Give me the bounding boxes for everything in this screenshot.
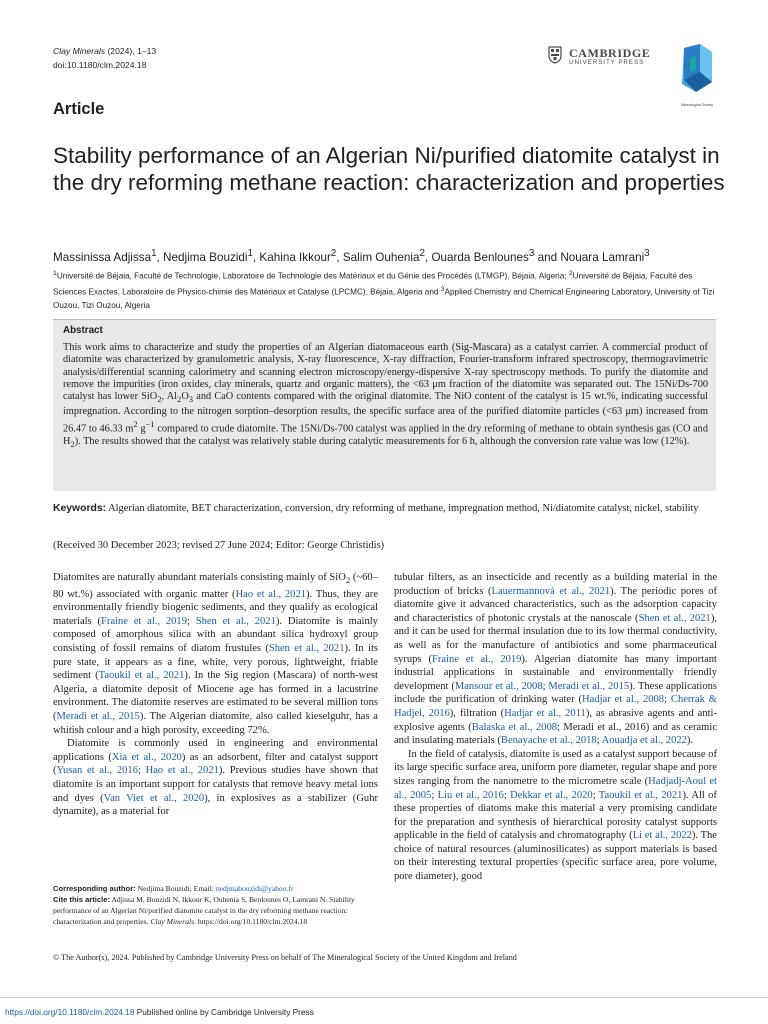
- affiliation-mark: 2: [330, 248, 337, 259]
- text-segment: ). Thus, they are environmentally friendly biogenic sediments, and they qualify as ecological materials (: [53, 588, 378, 627]
- abstract-text: [63, 342, 708, 450]
- cite-doi: . https://doi.org/10.1180/clm.2024.18: [194, 917, 308, 926]
- keywords-label: Keywords:: [53, 503, 107, 514]
- journal-volume: (2024), 1–13: [105, 46, 157, 56]
- affiliation-mark: 3: [440, 286, 445, 294]
- journal-doi: doi:10.1180/clm.2024.18: [53, 60, 147, 70]
- citation-link[interactable]: Shen et al., 2021: [195, 615, 276, 627]
- affiliation-2: Université de Béjaia, Faculté des Sciences Exactes, Laboratoire de Physico-chimie des Matériaux et Catalyse (LPCMC), Béjaia, Algeria and: [53, 271, 693, 297]
- text-segment: ;: [664, 694, 671, 706]
- citation-link[interactable]: Lauermannová et al., 2021: [491, 585, 611, 597]
- abstract-segment: , Al: [161, 391, 178, 403]
- body-column-left: [53, 571, 378, 819]
- citation-link[interactable]: Liu et al., 2016: [437, 789, 504, 801]
- text-segment: ;: [596, 735, 602, 747]
- text-segment: (~60–80 wt.%) associated with organic matter (: [53, 572, 378, 600]
- text-segment: ). In its pure state, it appears as a fine, white, very porous, lightweight, friable sediment (: [53, 643, 378, 682]
- citation-link[interactable]: Van Viet et al., 2020: [103, 792, 205, 804]
- society-caption: Mineralogical Society: [680, 103, 714, 107]
- email-link[interactable]: nedjmabouzidi@yahoo.fr: [215, 884, 294, 893]
- affiliation-1: Université de Béjaia, Faculté de Technologie, Laboratoire de Technologie des Matériaux et du Génie des Procédés (LTMGP), Béjaia, Algeria;: [56, 271, 567, 281]
- text-segment: Diatomites are naturally abundant materials consisting mainly of SiO: [53, 572, 346, 583]
- cambridge-logo: [548, 46, 670, 72]
- affiliation-mark: 3: [528, 248, 535, 259]
- affiliations: [53, 267, 721, 312]
- paragraph: [53, 737, 378, 819]
- author-name: Nedjima Bouzidi: [163, 250, 248, 264]
- citation-link[interactable]: Aouadja et al., 2022: [601, 735, 687, 747]
- citation-link[interactable]: Meradi et al., 2015: [548, 680, 630, 692]
- cite-label: Cite this article:: [53, 895, 110, 904]
- text-segment: Diatomite is commonly used in engineering and environmental applications (: [53, 738, 378, 763]
- affiliation-3: Applied Chemistry and Chemical Engineering Laboratory, University of Tizi Ouzou, Tizi Ouzou, Algeria: [53, 287, 715, 311]
- subscript: 2: [177, 394, 182, 405]
- copyright-notice: © The Author(s), 2024. Published by Cambridge University Press on behalf of The Mineralogical Society of the United Kingdom and Ireland: [53, 953, 517, 962]
- text-segment: tubular filters, as an insecticide and recently as a building material in the production of bricks (: [394, 572, 717, 597]
- citation-link[interactable]: Xia et al., 2020: [111, 751, 182, 763]
- text-segment: ). The choice of natural resources (aluminosilicates) as support materials is based on their interesting textural properties (specific surface area, pore volume, pore diameter), good: [394, 830, 717, 883]
- superscript: −1: [145, 418, 155, 429]
- superscript: 2: [133, 418, 138, 429]
- paragraph: [394, 748, 717, 884]
- text-segment: ;: [431, 789, 438, 801]
- text-segment: ). The periodic pores of diatomite give it advanced characteristics, such as the adsorption capacity and characteristics of photonic crystals at the nanoscale (: [394, 585, 717, 624]
- citation-link[interactable]: Li et al., 2022: [632, 830, 692, 842]
- author-name: Ouarda Benlounes: [431, 250, 529, 264]
- citation-link[interactable]: Yusan et al., 2016: [56, 765, 138, 777]
- article-type: Article: [53, 100, 105, 118]
- affiliation-mark: 2: [568, 270, 573, 277]
- affiliation-mark: 1: [151, 248, 157, 259]
- citation-link[interactable]: Meradi et al., 2015: [56, 711, 140, 723]
- corresponding-author: [53, 883, 378, 894]
- text-segment: ), and it can be used for thermal insulation due to its low thermal conductivity, as well as for the manufacture of antibiotics and some pharmaceutical syrups (: [394, 612, 717, 665]
- citation-link[interactable]: Fraine et al., 2019: [432, 653, 522, 665]
- citation-link[interactable]: Taoukil et al., 2021: [598, 789, 683, 801]
- affiliation-mark: 1: [53, 270, 57, 277]
- author-conjunction: and: [537, 250, 558, 264]
- text-segment: ), filtration (: [449, 707, 505, 719]
- citation-link[interactable]: Fraine et al., 2019: [100, 615, 187, 627]
- doi-link[interactable]: https://doi.org/10.1180/clm.2024.18: [5, 1007, 135, 1017]
- subscript: 2: [345, 575, 351, 586]
- text-segment: ;: [542, 680, 549, 692]
- abstract-segment: This work aims to characterize and study the properties of an Algerian diatomaceous earth (Sig-Mascara) as a catalyst carrier. A commercial product of diatomite was characterized by granulometric analysis, X-ray fluorescence, X-ray diffraction, Fourier-transform infrared spectroscopy, thermogravimetric analysis/differential scanning calorimetry and scanning electron microscopy/energy-dispersive X-ray spectroscopy methods. To purify the diatomite and remove the impurities (iron oxides, clay minerals, quartz and organic matters), the <63 μm fraction of the diatomite was separated out. The 15Ni/Ds-700 catalyst has lower SiO: [63, 342, 708, 403]
- author-name: Nouara Lamrani: [560, 250, 645, 264]
- abstract-segment: g: [137, 423, 146, 435]
- abstract-segment: and CaO contents compared with the original diatomite. The NiO content of the catalyst is 15 wt.%, indicating successful impregnation. According to the nitrogen sorption–desorption results, the specific surface area of the purified diatomite particles (<63 μm) increased from 26.47 to 46.33 m: [63, 391, 708, 435]
- corresponding-text: Nedjima Bouzidi; Email:: [135, 884, 216, 893]
- text-segment: ). In the Sig region (Mascara) of north-west Algeria, a diatomite deposit of Miocene age has formed in a lacustrine environment. The diatomite reserves are estimated to be several million tons (: [53, 670, 378, 723]
- citation-link[interactable]: Mansour et al., 2008: [454, 680, 543, 692]
- author-name: Kahina Ikkour: [259, 250, 331, 264]
- text-segment: ). These applications include the purification of drinking water (: [394, 680, 717, 706]
- paragraph: [53, 571, 378, 737]
- affiliation-mark: 1: [247, 248, 253, 259]
- citation-link[interactable]: Hadjar et al., 2011: [504, 707, 586, 719]
- keywords: [53, 502, 721, 515]
- citation-link[interactable]: Taoukil et al., 2021: [98, 670, 185, 682]
- citation-link[interactable]: Dekkar et al., 2020: [510, 789, 593, 801]
- text-segment: ), as abrasive agents and anti-explosive agents (: [394, 707, 717, 733]
- abstract-box: [53, 319, 716, 491]
- corresponding-label: Corresponding author:: [53, 884, 136, 893]
- text-segment: ). The Algerian diatomite, also called kieselguhr, has a whitish colour and a high porosity, exceeding 72%.: [53, 711, 378, 736]
- subscript: 2: [157, 394, 162, 405]
- abstract-segment: O: [181, 391, 189, 403]
- affiliation-mark: 3: [644, 248, 650, 259]
- abstract-segment: compared to crude diatomite. The 15Ni/Ds-700 catalyst was applied in the dry reforming of methane to obtain synthesis gas (CO and H: [63, 423, 708, 447]
- publisher-subname: UNIVERSITY PRESS: [569, 59, 645, 66]
- text-segment: ). Previous studies have shown that diatomite is an important support for catalysts that remove heavy metal ions and dyes (: [53, 765, 379, 804]
- mineralogical-society-logo: [676, 42, 718, 107]
- footer-text: Published online by Cambridge University Press: [134, 1007, 314, 1017]
- affiliation-mark: 2: [419, 248, 425, 259]
- citation-link[interactable]: Shen et al., 2021: [268, 643, 345, 655]
- abstract-heading: Abstract: [63, 325, 103, 336]
- subscript: 2: [70, 438, 75, 449]
- article-title: Stability performance of an Algerian Ni/purified diatomite catalyst in the dry reforming methane reaction: characterization and properties: [53, 143, 725, 195]
- text-segment: ), in explosives as a stabilizer (Guhr dynamite), as a material for: [53, 792, 378, 818]
- paragraph: [394, 571, 717, 748]
- citation-link[interactable]: Shen et al., 2021: [638, 612, 711, 624]
- text-segment: ) as an adsorbent, filter and catalyst support (: [53, 751, 378, 777]
- citation-link[interactable]: Benayache et al., 2018: [500, 735, 597, 747]
- text-segment: ;: [503, 789, 511, 801]
- citation-link[interactable]: Balaska et al., 2008: [471, 721, 558, 733]
- text-segment: In the field of catalysis, diatomite is used as a catalyst support because of its large specific surface area, uniform pore diameter, regular shape and pore sizes ranging from the nanometre to the micrometre scale (: [394, 748, 717, 787]
- page-footer: [5, 1006, 314, 1018]
- author-name: Massinissa Adjissa: [53, 250, 152, 264]
- cite-text: Adjissa M, Bouzidi N, Ikkour K, Ouhenia S, Benlounes O, Lamrani N. Stability performance of an Algerian Ni/purified diatomite catalyst in the dry reforming methane reaction: characterization and properties.: [53, 895, 355, 926]
- citation-link[interactable]: Hadjar et al., 2008: [582, 694, 665, 706]
- citation-link[interactable]: Hao et al., 2021: [145, 765, 219, 777]
- citation-link[interactable]: Hao et al., 2021: [235, 588, 306, 600]
- society-crystal-icon: [676, 42, 718, 98]
- author-name: Salim Ouhenia: [342, 250, 420, 264]
- author-list: Massinissa Adjissa$^1$, Nedjima Bouzidi$^1$, Kahina Ikkour$^2$, Salim Ouhenia$^2$, Ouarda Benlounes$^3$ and Nouara Lamrani$^3$: [53, 248, 650, 264]
- text-segment: ). Algerian diatomite has many important industrial applications in sustainable and environmentally friendly development (: [394, 653, 717, 692]
- text-segment: ).: [686, 735, 694, 747]
- body-column-right: [394, 571, 717, 884]
- cite-journal: Clay Minerals: [150, 917, 195, 926]
- received-dates: (Received 30 December 2023; revised 27 June 2024; Editor: George Christidis): [53, 540, 385, 551]
- citation-link[interactable]: Hadjadj-Aoul et al., 2005: [394, 775, 717, 801]
- citation-link[interactable]: Cherrak & Hadjel, 2016: [394, 694, 717, 719]
- cite-this-article: [53, 894, 378, 927]
- journal-name: Clay Minerals: [53, 46, 106, 56]
- text-segment: ; Meradi et al., 2016) and as ceramic and insulating materials (: [394, 721, 717, 747]
- subscript: 3: [188, 394, 194, 405]
- text-segment: ;: [137, 765, 146, 777]
- abstract-segment: ). The results showed that the catalyst was relatively stable during catalytic measurements for 6 h, although the conversion rate value was low (12%).: [74, 435, 690, 447]
- journal-reference: [53, 44, 156, 72]
- text-segment: ). Diatomite is mainly composed of amorphous silica with an abundant silica hydroxyl group consisting of fossil remains of diatom frustules (: [53, 615, 378, 655]
- text-segment: ). All of these properties of diatoms make this material a very promising candidate for the preparation and synthesis of hierarchical porosity catalyst supports applicable in the field of catalysis and chromatography (: [394, 789, 717, 842]
- publisher-name: CAMBRIDGE: [569, 46, 651, 60]
- cambridge-shield-icon: [548, 46, 562, 64]
- keywords-text: Algerian diatomite, BET characterization, conversion, dry reforming of methane, impregnation method, Ni/diatomite catalyst, nickel, stability: [108, 503, 699, 514]
- text-segment: ;: [592, 789, 599, 801]
- text-segment: ;: [186, 615, 196, 627]
- footer-divider: [0, 997, 768, 998]
- corresponding-author-block: [53, 883, 378, 927]
